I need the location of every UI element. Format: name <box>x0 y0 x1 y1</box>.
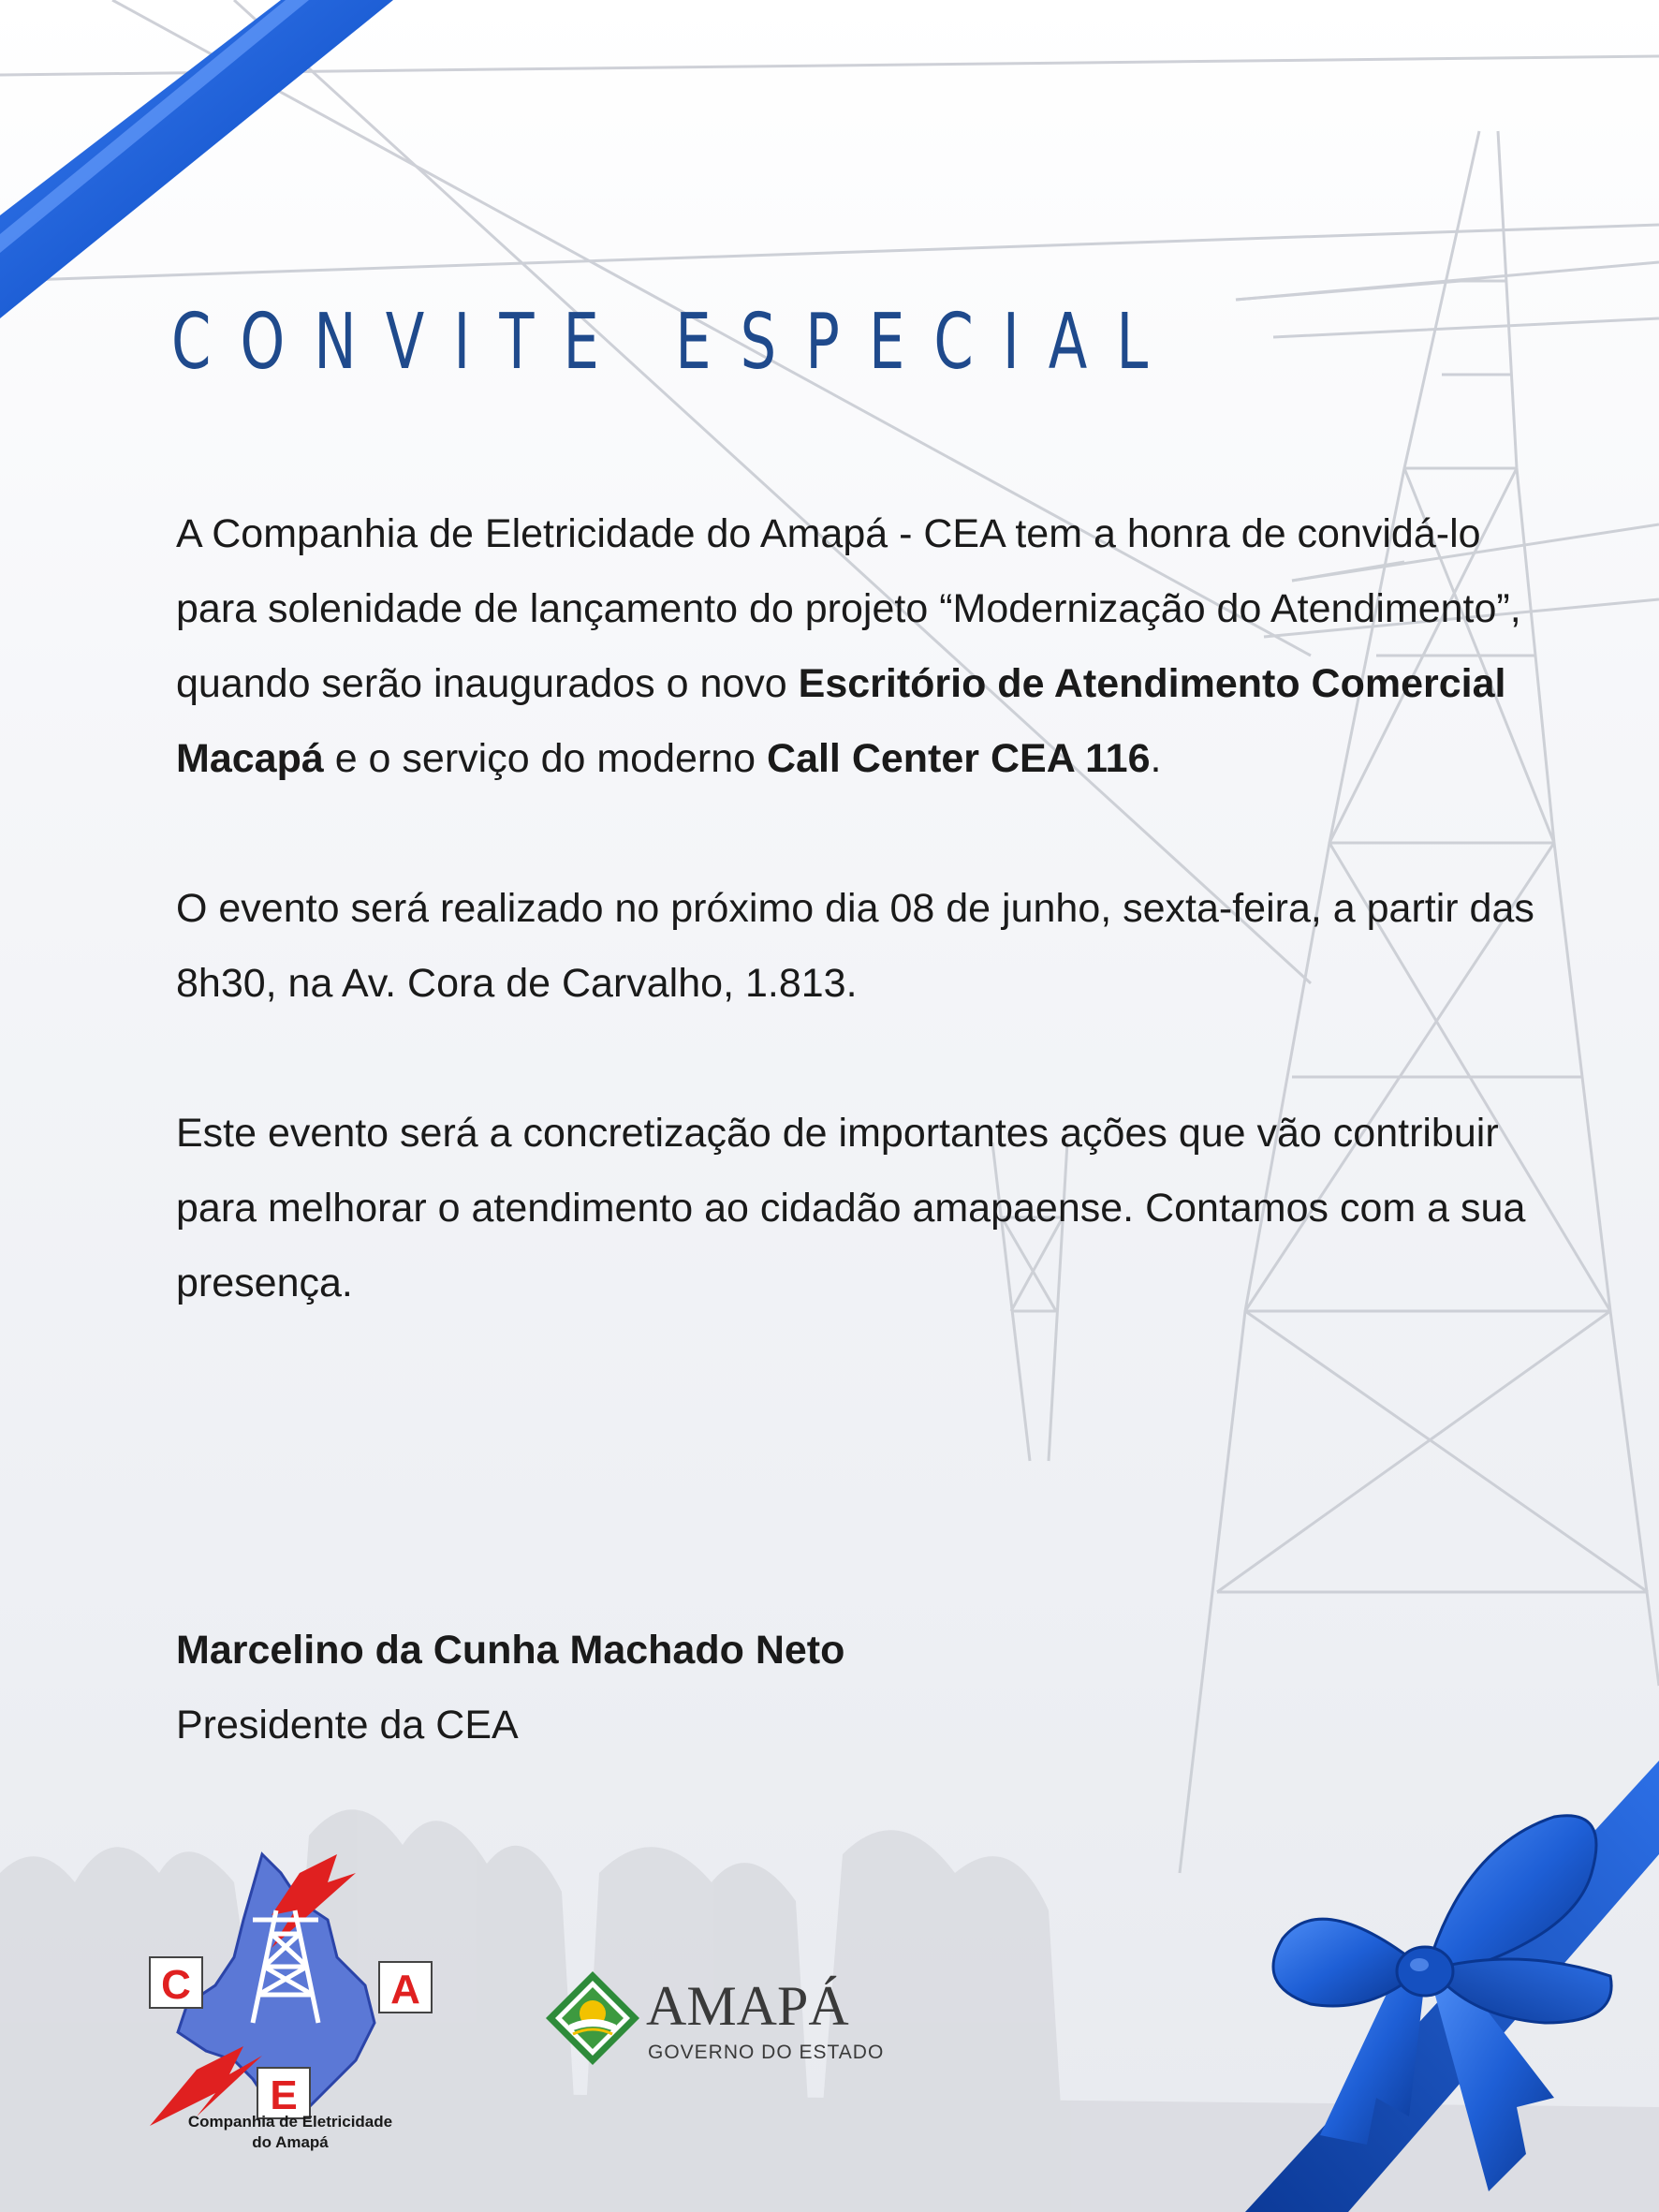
signature-name: Marcelino da Cunha Machado Neto <box>176 1628 845 1673</box>
call-center-name: Call Center CEA 116 <box>767 736 1151 781</box>
cea-logo-caption: Companhia de Eletricidade do Amapá <box>187 2113 393 2151</box>
ribbon-bow-bottom-right <box>1208 1742 1659 2212</box>
cea-letter-e: E <box>270 2072 298 2118</box>
amapa-logo-name: AMAPÁ <box>646 1975 849 2037</box>
amapa-logo-subtitle: GOVERNO DO ESTADO <box>648 2042 885 2063</box>
invitation-body <box>176 496 1543 1395</box>
signature-role: Presidente da CEA <box>176 1703 519 1747</box>
paragraph-1: A Companhia de Eletricidade do Amapá - CEA tem a honra de convidá-lo para solenidade de lançamento do projeto “Modernização do Atendimento”, quando serão inaugurados o novo Escritório de Atendimento Comercial Macapá e o serviço do moderno Call Center CEA 116. <box>176 511 1521 781</box>
page-title: CONVITE ESPECIAL <box>171 298 1178 387</box>
cea-letter-a: A <box>390 1967 420 2013</box>
ribbon-corner-top-left <box>0 0 412 337</box>
paragraph-2: O evento será realizado no próximo dia 08 de junho, sexta-feira, a partir das 8h30, na Av. Cora de Carvalho, 1.813. <box>176 886 1534 1006</box>
office-name: Escritório de Atendimento Comercial Macapá <box>176 661 1506 781</box>
cea-letter-c: C <box>161 1962 191 2008</box>
paragraph-3: Este evento será a concretização de importantes ações que vão contribuir para melhorar o atendimento ao cidadão amapaense. Contamos com a sua presença. <box>176 1111 1526 1305</box>
